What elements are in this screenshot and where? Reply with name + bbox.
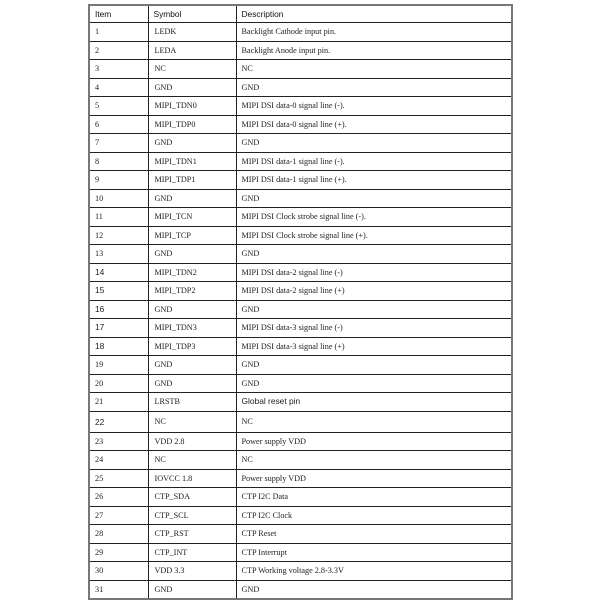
cell-item: 1 (89, 23, 148, 42)
cell-item: 15 (89, 282, 148, 301)
cell-item: 18 (89, 337, 148, 356)
cell-description: Global reset pin (236, 393, 512, 412)
cell-symbol: MIPI_TCP (148, 226, 236, 245)
table-row (89, 488, 512, 507)
cell-description: GND (236, 580, 512, 599)
table-row (89, 208, 512, 227)
cell-symbol: LRSTB (148, 393, 236, 412)
table-row (89, 226, 512, 245)
cell-item: 27 (89, 506, 148, 525)
cell-item: 29 (89, 543, 148, 562)
cell-description: GND (236, 300, 512, 319)
cell-symbol: CTP_INT (148, 543, 236, 562)
cell-item: 25 (89, 469, 148, 488)
cell-description: MIPI DSI data-1 signal line (+). (236, 171, 512, 190)
cell-symbol: CTP_RST (148, 525, 236, 544)
cell-description: CTP I2C Data (236, 488, 512, 507)
table-row (89, 282, 512, 301)
table-row (89, 506, 512, 525)
cell-item: 23 (89, 432, 148, 451)
header-item: Item (89, 5, 148, 23)
cell-symbol: MIPI_TDN1 (148, 152, 236, 171)
cell-item: 28 (89, 525, 148, 544)
cell-item: 12 (89, 226, 148, 245)
cell-description: MIPI DSI data-0 signal line (-). (236, 97, 512, 116)
cell-symbol: MIPI_TCN (148, 208, 236, 227)
cell-symbol: VDD 2.8 (148, 432, 236, 451)
cell-symbol: LEDA (148, 41, 236, 60)
cell-item: 11 (89, 208, 148, 227)
cell-symbol: GND (148, 245, 236, 264)
cell-symbol: MIPI_TDP2 (148, 282, 236, 301)
cell-item: 7 (89, 134, 148, 153)
cell-item: 20 (89, 374, 148, 393)
cell-description: GND (236, 78, 512, 97)
cell-symbol: VDD 3.3 (148, 562, 236, 581)
cell-symbol: MIPI_TDP3 (148, 337, 236, 356)
cell-description: MIPI DSI data-2 signal line (-) (236, 263, 512, 282)
cell-symbol: MIPI_TDP0 (148, 115, 236, 134)
cell-symbol: NC (148, 451, 236, 470)
cell-symbol: MIPI_TDN0 (148, 97, 236, 116)
cell-symbol: GND (148, 356, 236, 375)
table-body (89, 23, 512, 600)
cell-symbol: LEDK (148, 23, 236, 42)
cell-description: GND (236, 134, 512, 153)
table-row (89, 152, 512, 171)
cell-description: Power supply VDD (236, 469, 512, 488)
cell-symbol: GND (148, 78, 236, 97)
table-row (89, 60, 512, 79)
cell-item: 19 (89, 356, 148, 375)
cell-description: GND (236, 245, 512, 264)
cell-item: 13 (89, 245, 148, 264)
table-row (89, 451, 512, 470)
cell-description: CTP Working voltage 2.8-3.3V (236, 562, 512, 581)
cell-item: 6 (89, 115, 148, 134)
cell-description: NC (236, 451, 512, 470)
pin-definition-table (88, 4, 513, 600)
cell-description: CTP Interrupt (236, 543, 512, 562)
table-row (89, 97, 512, 116)
cell-description: MIPI DSI data-3 signal line (-) (236, 319, 512, 338)
table-row (89, 134, 512, 153)
cell-item: 31 (89, 580, 148, 599)
cell-symbol: GND (148, 300, 236, 319)
table-row (89, 393, 512, 412)
cell-description: GND (236, 374, 512, 393)
cell-description: MIPI DSI data-3 signal line (+) (236, 337, 512, 356)
cell-description: MIPI DSI Clock strobe signal line (-). (236, 208, 512, 227)
cell-symbol: MIPI_TDN2 (148, 263, 236, 282)
table-row (89, 171, 512, 190)
table-row (89, 189, 512, 208)
cell-item: 17 (89, 319, 148, 338)
table-row (89, 411, 512, 432)
table-header-row (89, 5, 512, 23)
table-row (89, 562, 512, 581)
header-description: Description (236, 5, 512, 23)
cell-symbol: IOVCC 1.8 (148, 469, 236, 488)
cell-symbol: GND (148, 374, 236, 393)
cell-description: MIPI DSI data-1 signal line (-). (236, 152, 512, 171)
cell-item: 8 (89, 152, 148, 171)
table-row (89, 432, 512, 451)
cell-item: 14 (89, 263, 148, 282)
cell-symbol: GND (148, 580, 236, 599)
cell-item: 22 (89, 411, 148, 432)
cell-symbol: MIPI_TDN3 (148, 319, 236, 338)
table-row (89, 469, 512, 488)
cell-item: 21 (89, 393, 148, 412)
table-row (89, 337, 512, 356)
table-row (89, 115, 512, 134)
cell-item: 5 (89, 97, 148, 116)
cell-item: 30 (89, 562, 148, 581)
cell-symbol: NC (148, 411, 236, 432)
table-row (89, 543, 512, 562)
cell-description: CTP I2C Clock (236, 506, 512, 525)
cell-description: NC (236, 411, 512, 432)
table-row (89, 263, 512, 282)
cell-item: 16 (89, 300, 148, 319)
cell-symbol: GND (148, 134, 236, 153)
cell-description: MIPI DSI Clock strobe signal line (+). (236, 226, 512, 245)
header-symbol: Symbol (148, 5, 236, 23)
cell-description: CTP Reset (236, 525, 512, 544)
cell-symbol: CTP_SCL (148, 506, 236, 525)
cell-description: Backlight Cathode input pin. (236, 23, 512, 42)
cell-symbol: GND (148, 189, 236, 208)
cell-symbol: MIPI_TDP1 (148, 171, 236, 190)
table-row (89, 525, 512, 544)
table-row (89, 356, 512, 375)
cell-description: MIPI DSI data-0 signal line (+). (236, 115, 512, 134)
cell-item: 10 (89, 189, 148, 208)
cell-item: 9 (89, 171, 148, 190)
cell-description: Backlight Anode input pin. (236, 41, 512, 60)
table-row (89, 374, 512, 393)
cell-description: GND (236, 356, 512, 375)
table-row (89, 78, 512, 97)
cell-symbol: NC (148, 60, 236, 79)
table-row (89, 23, 512, 42)
cell-item: 3 (89, 60, 148, 79)
table-row (89, 300, 512, 319)
cell-description: NC (236, 60, 512, 79)
cell-description: GND (236, 189, 512, 208)
table-row (89, 319, 512, 338)
table-row (89, 41, 512, 60)
cell-item: 2 (89, 41, 148, 60)
cell-item: 4 (89, 78, 148, 97)
cell-description: Power supply VDD (236, 432, 512, 451)
cell-symbol: CTP_SDA (148, 488, 236, 507)
cell-item: 24 (89, 451, 148, 470)
cell-item: 26 (89, 488, 148, 507)
table-row (89, 245, 512, 264)
cell-description: MIPI DSI data-2 signal line (+) (236, 282, 512, 301)
table-row (89, 580, 512, 599)
